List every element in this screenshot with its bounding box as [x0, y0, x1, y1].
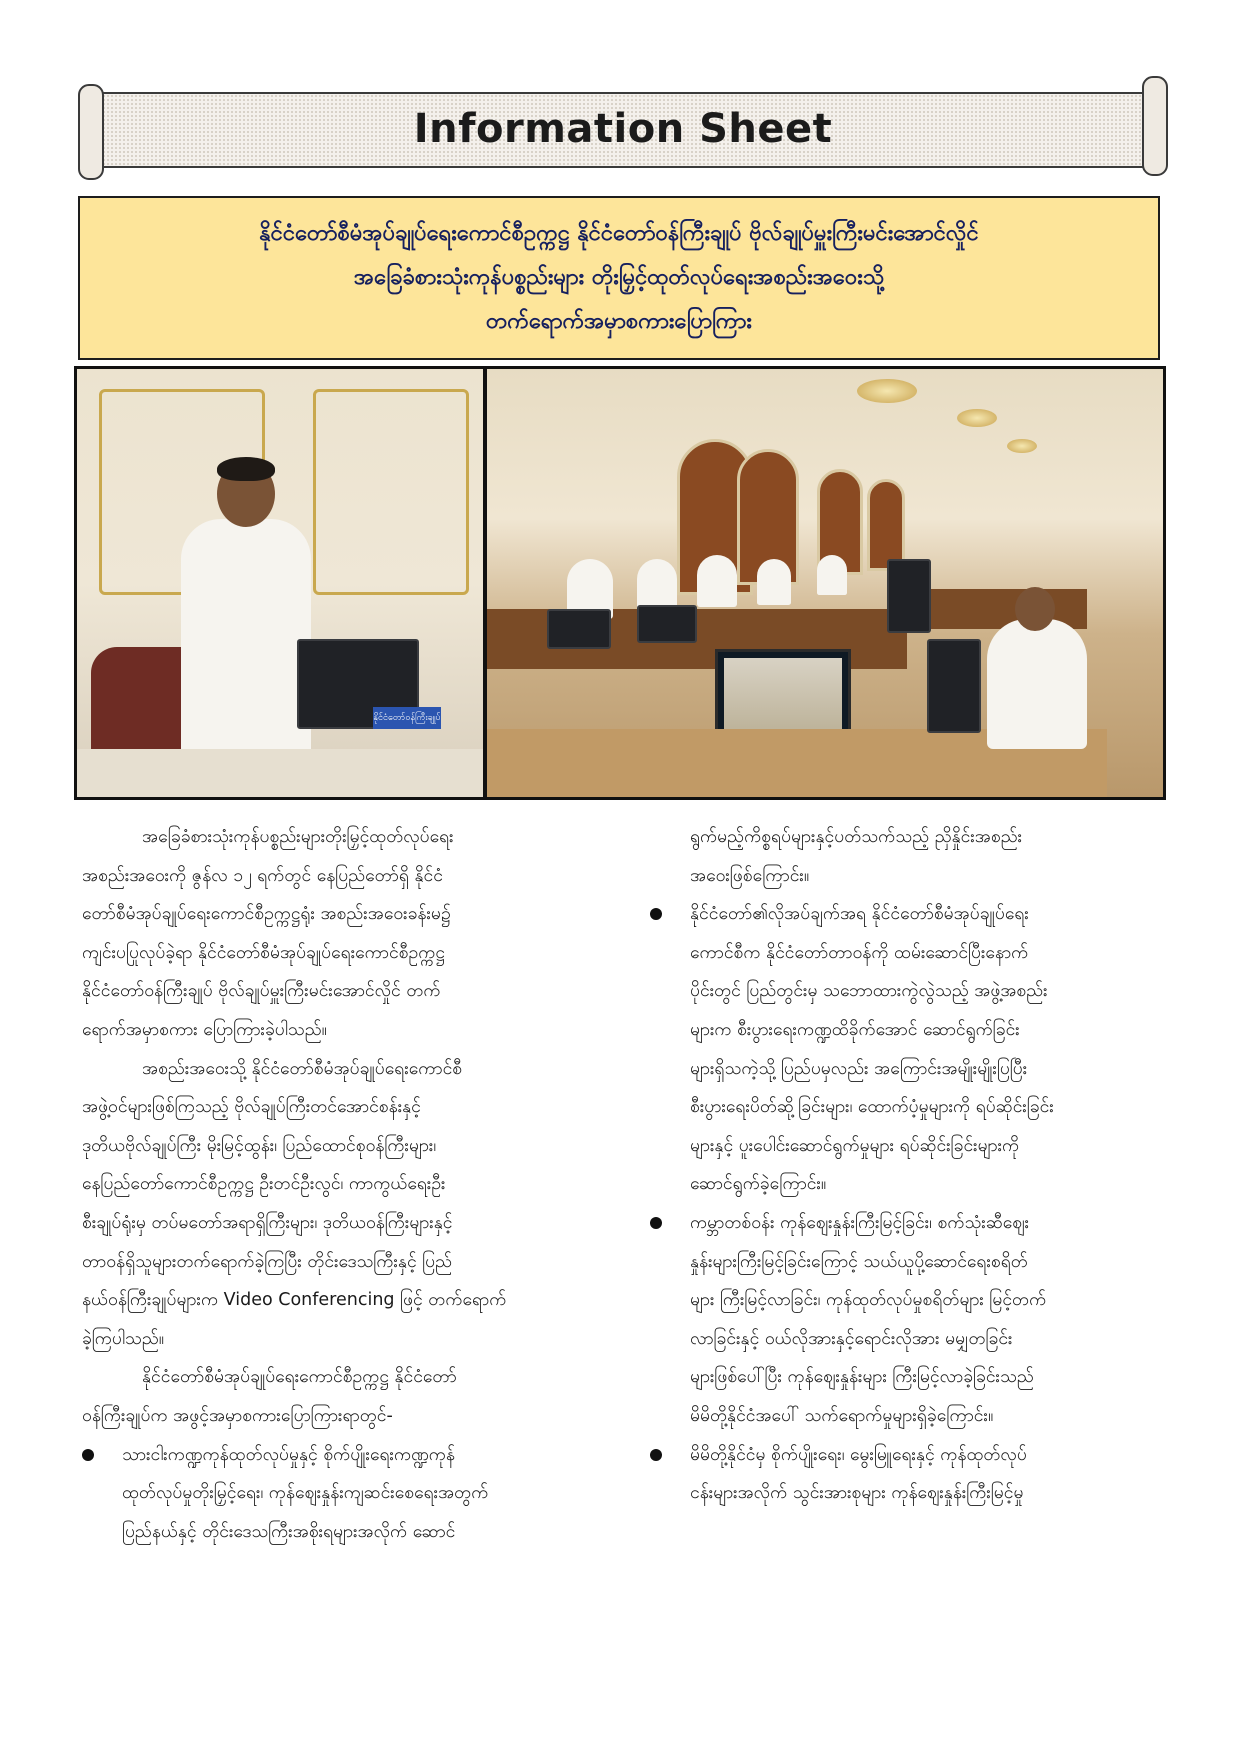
paragraph-line: ရောက်အမှာစကား ပြောကြားခဲ့ပါသည်။	[82, 1019, 327, 1040]
paragraph-line: ခဲ့ကြပါသည်။	[82, 1328, 165, 1349]
chairman-figure	[987, 619, 1087, 749]
door	[867, 479, 905, 571]
desk-monitor	[927, 639, 981, 733]
bullet-line: ကမ္ဘာတစ်ဝန်း ကုန်ဈေးနှုန်းကြီးမြင့်ခြင်း၊ စက်သုံးဆီဈေး	[690, 1212, 1030, 1233]
bullet-line: ဆောင်ရွက်ခဲ့ကြောင်း။	[690, 1174, 827, 1195]
bullet-line: နိုင်ငံတော်၏လိုအပ်ချက်အရ နိုင်ငံတော်စီမံအုပ်ချုပ်ရေး	[690, 904, 1029, 925]
bullet-line: ကောင်စီက နိုင်ငံတော်တာဝန်ကို ထမ်းဆောင်ပြီးနောက်	[690, 942, 1029, 963]
wall-panel	[313, 389, 469, 595]
attendee	[757, 559, 791, 605]
bullet-line: မိမိတို့နိုင်ငံမှ စိုက်ပျိုးရေး၊ မွေးမြူရေးနှင့် ကုန်ထုတ်လုပ်	[690, 1444, 1027, 1465]
bullet-line: ရွက်မည့်ကိစ္စရပ်များနှင့်ပတ်သက်သည့် ညှိနှိုင်းအစည်း	[690, 827, 1023, 847]
paragraph-line: တာဝန်ရှိသူများတက်ရောက်ခဲ့ကြပြီး တိုင်းဒေသကြီးနှင့် ပြည်	[82, 1251, 453, 1272]
bullet-line: ပြည်နယ်နှင့် တိုင်းဒေသကြီးအစိုးရများအလိုက် ဆောင်	[122, 1521, 456, 1542]
title-banner	[78, 84, 1168, 176]
chandelier	[857, 379, 917, 403]
bullet-line: လာခြင်းနှင့် ဝယ်လိုအားနှင့်ရောင်းလိုအား မမျှတခြင်း	[690, 1328, 1013, 1349]
bullet-line: များနှင့် ပူးပေါင်းဆောင်ရွက်မှုများ ရပ်ဆိုင်းခြင်းများကို	[690, 1135, 1020, 1156]
paragraph-line: စီးချုပ်ရုံးမှ တပ်မတော်အရာရှိကြီးများ၊ ဒုတိယဝန်ကြီးများနှင့်	[82, 1212, 453, 1233]
chairman-head	[1015, 587, 1055, 631]
desk	[77, 749, 483, 797]
bullet-line: များရှိသကဲ့သို့ ပြည်ပမှလည်း အကြောင်းအမျိုးမျိုးပြပြီး	[690, 1058, 1028, 1079]
paragraph-line: ဒုတိယဗိုလ်ချုပ်ကြီး မိုးမြင့်ထွန်း၊ ပြည်ထောင်စုဝန်ကြီးများ၊	[82, 1135, 437, 1156]
paragraph-line: တော်စီမံအုပ်ချုပ်ရေးကောင်စီဥက္ကဋ္ဌရုံး အစည်းအဝေးခန်းမ၌	[82, 904, 451, 925]
attendee	[817, 555, 847, 595]
chandelier	[1007, 439, 1037, 453]
paragraph-line: အဖွဲ့ဝင်များဖြစ်ကြသည့် ဗိုလ်ချုပ်ကြီးတင်အောင်စန်းနှင့်	[82, 1097, 421, 1118]
left-column	[82, 818, 610, 1551]
bullet-line: စီးပွားရေးပိတ်ဆို့ခြင်းများ၊ ထောက်ပံ့မှုများကို ရပ်ဆိုင်းခြင်း	[690, 1097, 1054, 1118]
bullet-line: ထုတ်လုပ်မှုတိုးမြှင့်ရေး၊ ကုန်ဈေးနှုန်းကျဆင်းစေရေးအတွက်	[122, 1483, 489, 1504]
bullet-line: သားငါးကဏ္ဍကုန်ထုတ်လုပ်မှုနှင့် စိုက်ပျိုးရေးကဏ္ဍကုန်	[122, 1444, 455, 1465]
bullet-item	[650, 1204, 1166, 1436]
paragraph-line: နိုင်ငံတော်ဝန်ကြီးချုပ် ဗိုလ်ချုပ်မှူးကြီးမင်းအောင်လှိုင် တက်	[82, 981, 441, 1002]
bullet-line: ငန်းများအလိုက် သွင်းအားစုများ ကုန်ဈေးနှုန်းကြီးမြင့်မှု	[690, 1483, 1024, 1504]
paragraph-line: နေပြည်တော်ကောင်စီဥက္ကဋ္ဌ ဦးတင်ဦးလွင်၊ ကာကွယ်ရေးဦး	[82, 1174, 446, 1195]
bullet-dot	[82, 1449, 94, 1461]
bullet-line: များက စီးပွားရေးကဏ္ဍထိခိုက်အောင် ဆောင်ရွက်ခြင်း	[690, 1019, 1020, 1040]
headline-line: နိုင်ငံတော်စီမံအုပ်ချုပ်ရေးကောင်စီဥက္ကဋ္ဌ နိုင်ငံတော်ဝန်ကြီးချုပ် ဗိုလ်ချုပ်မှူးကြီးမင်းအောင်လှိုင်	[259, 221, 979, 246]
desk-monitor	[887, 559, 931, 633]
nameplate: နိုင်ငံတော်ဝန်ကြီးချုပ်	[373, 707, 441, 729]
photo-strip	[74, 366, 1166, 800]
bullet-line: အဝေးဖြစ်ကြောင်း။	[690, 865, 810, 886]
bullet-line: နှုန်းများကြီးမြင့်ခြင်းကြောင့် သယ်ယူပို့ဆောင်ရေးစရိတ်	[690, 1251, 1028, 1272]
bullet-line: မိမိတို့နိုင်ငံအပေါ် သက်ရောက်မှုများရှိခဲ့ကြောင်း။	[690, 1405, 994, 1426]
headline-line: တက်ရောက်အမှာစကားပြောကြား	[486, 309, 752, 334]
photo-speaker	[77, 369, 483, 797]
headline-line: အခြေခံစားသုံးကုန်ပစ္စည်းများ တိုးမြှင့်ထုတ်လုပ်ရေးအစည်းအဝေးသို့	[353, 265, 885, 290]
bullet-dot	[650, 1449, 662, 1461]
paragraph-line: အခြေခံစားသုံးကုန်ပစ္စည်းများတိုးမြှင့်ထုတ်လုပ်ရေး	[142, 827, 454, 847]
desk-monitor	[547, 609, 611, 649]
video-feed	[724, 658, 842, 730]
chandelier	[957, 409, 997, 427]
headline-box	[78, 196, 1160, 360]
paragraph-line: နိုင်ငံတော်စီမံအုပ်ချုပ်ရေးကောင်စီဥက္ကဋ္ဌ နိုင်ငံတော်	[142, 1367, 457, 1388]
paragraph-line: အစည်းအဝေးကို ဇွန်လ ၁၂ ရက်တွင် နေပြည်တော်ရှိ နိုင်ငံ	[82, 865, 443, 886]
bullet-item	[650, 895, 1166, 1204]
attendee	[697, 555, 737, 607]
desk-monitor	[637, 605, 697, 643]
bullet-line: ပိုင်းတွင် ပြည်တွင်းမှ သဘောထားကွဲလွဲသည့် အဖွဲ့အစည်း	[690, 981, 1048, 1002]
bullet-item	[82, 1436, 610, 1552]
speaker-hair	[217, 457, 275, 481]
bullet-line: များ ကြီးမြင့်လာခြင်း၊ ကုန်ထုတ်လုပ်မှုစရိတ်များ မြင့်တက်	[690, 1290, 1047, 1311]
paragraph-line: ဝန်ကြီးချုပ်က အဖွင့်အမှာစကားပြောကြားရာတွင်-	[82, 1405, 393, 1426]
paragraph-line: အစည်းအဝေးသို့ နိုင်ငံတော်စီမံအုပ်ချုပ်ရေးကောင်စီ	[142, 1058, 463, 1079]
bullet-line: များဖြစ်ပေါ်ပြီး ကုန်ဈေးနှုန်းများ ကြီးမြင့်လာခဲ့ခြင်းသည်	[690, 1367, 1034, 1388]
bullet-dot	[650, 1217, 662, 1229]
video-conference-screen	[715, 649, 851, 739]
banner-title: Information Sheet	[413, 106, 833, 152]
paragraph-line: ကျင်းပပြုလုပ်ခဲ့ရာ နိုင်ငံတော်စီမံအုပ်ချုပ်ရေးကောင်စီဥက္ကဋ္ဌ	[82, 942, 445, 963]
paragraph-line: နယ်ဝန်ကြီးချုပ်များက Video Conferencing ဖြင့် တက်ရောက်	[82, 1290, 507, 1311]
right-column	[650, 818, 1166, 1513]
photo-meeting-room	[487, 369, 1163, 797]
bullet-item	[650, 1436, 1166, 1513]
